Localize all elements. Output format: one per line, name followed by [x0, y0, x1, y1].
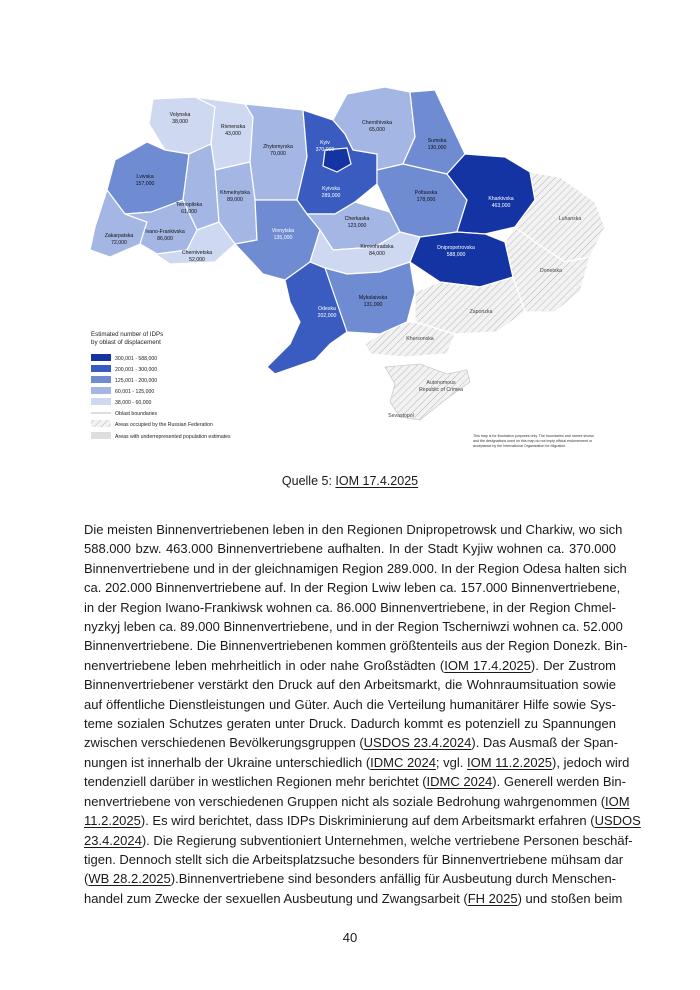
disclaimer-line-3: acceptance by the International Organization for Migration. — [473, 444, 567, 448]
label-crimea-2: Republic of Crimea — [418, 387, 464, 393]
label-vinnytska: Vinnytska — [271, 228, 295, 234]
citation-link[interactable]: 11.2.2025 — [84, 813, 141, 829]
map-disclaimer — [473, 434, 594, 448]
value-rivnenska: 43,000 — [225, 131, 241, 137]
label-luhanska: Luhanska — [558, 216, 582, 222]
label-zakarpatska: Zakarpatska — [104, 233, 134, 239]
value-zakarpatska: 72,000 — [111, 240, 127, 246]
label-kyiv: Kyiv — [320, 140, 330, 146]
legend-occupied: Areas occupied by the Russian Federation — [115, 422, 213, 428]
legend-range-3: 125,001 - 200,000 — [115, 378, 158, 384]
region-volynska — [149, 97, 215, 154]
citation-link[interactable]: FH 2025 — [467, 890, 518, 906]
label-ivano-frankivska: Ivano-Frankivska — [145, 229, 185, 235]
text-line — [84, 733, 619, 752]
text-line — [84, 811, 641, 830]
text-segment: nenvertriebene leben mehrheitlich in oder nahe Großstädten ( — [84, 657, 445, 673]
text-line: Binnenvertriebene und in der gleichnamigen Region 289.000. In der Region Odesa halten sich — [84, 560, 627, 576]
label-kirovohradska: Kirovohradska — [360, 244, 394, 250]
value-lvivska: 157,000 — [135, 181, 155, 187]
text-segment: handel zum Zwecke der sexuellen Ausbeutung und Zwangsarbeit ( — [84, 890, 468, 906]
label-lvivska: Lvivska — [136, 174, 154, 180]
figure-caption — [0, 474, 700, 488]
value-ivano-frankivska: 86,000 — [157, 236, 173, 242]
label-cherkaska: Cherkaska — [344, 216, 370, 222]
caption-source-link[interactable]: IOM 17.4.2025 — [335, 474, 419, 488]
text-segment: ). Generell werden Bin- — [492, 774, 626, 790]
map-legend — [91, 331, 231, 440]
legend-range-2: 200,001 - 300,000 — [115, 367, 158, 373]
label-khersonska: Khersonska — [406, 336, 434, 342]
region-zaporizka — [415, 277, 525, 334]
label-chernihivska: Chernihivska — [362, 120, 392, 126]
text-segment: ). Der Zustrom — [530, 657, 617, 673]
text-segment: ). Die Regierung subventioniert Unternehmen, welche vertriebene Personen beschäf- — [141, 832, 633, 848]
label-chernivetska: Chernivetska — [181, 250, 213, 256]
legend-underrepresented: Areas with underrepresented population estimates — [115, 434, 231, 440]
text-segment: nenvertriebene von verschiedenen Gruppen nicht als soziale Bedrohung wahrgenommen ( — [84, 793, 606, 809]
text-segment: ; vgl. — [435, 754, 467, 770]
text-line — [84, 869, 616, 888]
label-kyivska: Kyivska — [322, 186, 340, 192]
citation-link[interactable]: WB 28.2.2025 — [88, 871, 171, 887]
legend-swatch-1 — [91, 354, 111, 361]
value-odeska: 202,000 — [317, 313, 337, 319]
text-line: teme sozialen Schutzes geraten unter Druck. Dadurch kommt es potenziell zu Spannungen — [84, 716, 616, 732]
citation-link[interactable]: IDMC 2024 — [370, 754, 436, 770]
legend-title-2: by oblast of displacement — [91, 339, 161, 346]
value-kyivska: 289,000 — [321, 193, 341, 199]
value-kirovohradska: 84,000 — [369, 251, 385, 257]
legend-swatch-underrepresented — [91, 432, 111, 439]
value-poltavska: 178,000 — [416, 197, 436, 203]
value-mykolaivska: 131,000 — [363, 302, 383, 308]
text-line — [84, 831, 633, 850]
citation-link[interactable]: IOM — [605, 793, 630, 809]
text-line: tigen. Dennoch stellt sich die Arbeitsplatzsuche besonders für Binnenvertriebene mühsam dar — [84, 851, 624, 867]
value-chernihivska: 65,000 — [369, 127, 385, 133]
legend-swatch-3 — [91, 376, 111, 383]
value-kharkivska: 463,000 — [491, 203, 511, 209]
citation-link[interactable]: USDOS — [594, 813, 641, 829]
text-segment: ), jedoch wird — [552, 754, 630, 770]
text-line: Binnenvertriebener verstärkt den Druck auf den Arbeitsmarkt, die Wohnraumsituation sowie — [84, 677, 616, 693]
value-dnipropetrovska: 588,000 — [446, 252, 466, 258]
text-segment: tendenziell darüber in westlichen Regionen mehr berichtet ( — [84, 774, 427, 790]
text-line — [84, 656, 616, 675]
citation-link[interactable]: IOM 11.2.2025 — [467, 754, 553, 770]
label-poltavska: Poltavska — [414, 190, 438, 196]
label-khmelnytska: Khmelnytska — [220, 190, 250, 196]
label-dnipropetrovska: Dnipropetrovska — [437, 245, 475, 251]
label-sevastopol: Sevastopol — [388, 413, 414, 419]
text-line — [84, 889, 623, 908]
citation-link[interactable]: IDMC 2024 — [426, 774, 493, 790]
value-ternopilska: 61,000 — [181, 209, 197, 215]
text-segment: ) und stoßen beim — [517, 890, 623, 906]
text-line: auf öffentliche Dienstleistungen und Güter. Auch die Verteilung humanitärer Hilfe sowie Sys- — [84, 696, 616, 712]
legend-boundaries: Oblast boundaries — [115, 411, 158, 417]
legend-range-4: 60,001 - 125,000 — [115, 389, 155, 395]
idp-map — [85, 82, 620, 460]
value-chernivetska: 52,000 — [189, 257, 205, 263]
citation-link[interactable]: IOM 17.4.2025 — [444, 657, 531, 673]
text-segment: ). Es wird berichtet, dass IDPs Diskriminierung auf dem Arbeitsmarkt erfahren ( — [140, 813, 595, 829]
text-line — [84, 792, 630, 811]
label-zaporizka: Zaporizka — [469, 309, 493, 315]
value-vinnytska: 135,000 — [273, 235, 293, 241]
label-rivnenska: Rivnenska — [220, 124, 246, 130]
value-cherkaska: 123,000 — [347, 223, 367, 229]
text-line — [84, 772, 626, 791]
legend-title-1: Estimated number of IDPs — [91, 331, 164, 338]
label-crimea-1: Autonomous — [426, 380, 456, 386]
text-segment: ( — [84, 871, 89, 887]
text-segment: ).Binnenvertriebene sind besonders anfällig für Ausbeutung durch Menschen- — [170, 871, 616, 887]
value-zhytomyrska: 70,000 — [270, 151, 286, 157]
caption-prefix: Quelle 5: — [281, 474, 336, 488]
label-kharkivska: Kharkivska — [488, 196, 514, 202]
legend-swatch-4 — [91, 387, 111, 394]
label-volynska: Volynska — [169, 112, 191, 118]
text-segment: ). Das Ausmaß der Span- — [471, 735, 619, 751]
label-mykolaivska: Mykolaivska — [358, 295, 388, 301]
text-segment: zwischen verschiedenen Bevölkerungsgruppen ( — [84, 735, 364, 751]
label-odeska: Odeska — [318, 306, 336, 312]
text-line: nyzkyj leben ca. 89.000 Binnenvertriebene, und in der Region Tscherniwzi wohnen ca. 52.000 — [84, 619, 623, 635]
disclaimer-line-2: and the designations used on this map do not imply official endorsement or — [473, 439, 593, 443]
legend-swatch-occupied — [91, 420, 111, 427]
legend-swatch-5 — [91, 398, 111, 405]
label-zhytomyrska: Zhytomyrska — [263, 144, 293, 150]
disclaimer-line-1: This map is for illustration purposes only. The boundaries and names shown — [473, 434, 594, 438]
citation-link[interactable]: 23.4.2024 — [84, 832, 142, 848]
region-dnipropetrovska — [410, 232, 513, 287]
text-line: in der Region Iwano-Frankiwsk wohnen ca. 86.000 Binnenvertriebene, in der Region Chmel- — [84, 599, 616, 615]
text-line: 588.000 bzw. 463.000 Binnenvertriebene aufhalten. In der Stadt Kyjiw wohnen ca. 370.000 — [84, 541, 616, 557]
legend-swatch-2 — [91, 365, 111, 372]
label-donetska: Donetska — [540, 268, 562, 274]
label-ternopilska: Ternopilska — [175, 202, 203, 208]
text-line: Binnenvertriebene. Die Binnenvertriebenen kommen größtenteils aus der Region Donezk. Bin- — [84, 638, 628, 654]
legend-range-1: 300,001 - 588,000 — [115, 356, 158, 362]
value-volynska: 38,000 — [172, 119, 188, 125]
citation-link[interactable]: USDOS 23.4.2024 — [363, 735, 472, 751]
value-sumska: 130,000 — [427, 145, 447, 151]
label-sumska: Sumska — [427, 138, 447, 144]
page-number: 40 — [342, 930, 358, 945]
legend-range-5: 38,000 - 60,000 — [115, 400, 152, 406]
value-khmelnytska: 89,000 — [227, 197, 243, 203]
body-paragraph — [84, 520, 641, 908]
text-segment: nungen ist innerhalb der Ukraine unterschiedlich ( — [84, 754, 371, 770]
value-kyiv: 370,000 — [315, 147, 335, 153]
text-line: Die meisten Binnenvertriebenen leben in den Regionen Dnipropetrowsk und Charkiw, wo sich — [84, 522, 623, 537]
text-line: ca. 202.000 Binnenvertriebene auf. In der Region Lwiw leben ca. 157.000 Binnenvertriebene, — [84, 580, 621, 596]
text-line — [84, 753, 630, 772]
